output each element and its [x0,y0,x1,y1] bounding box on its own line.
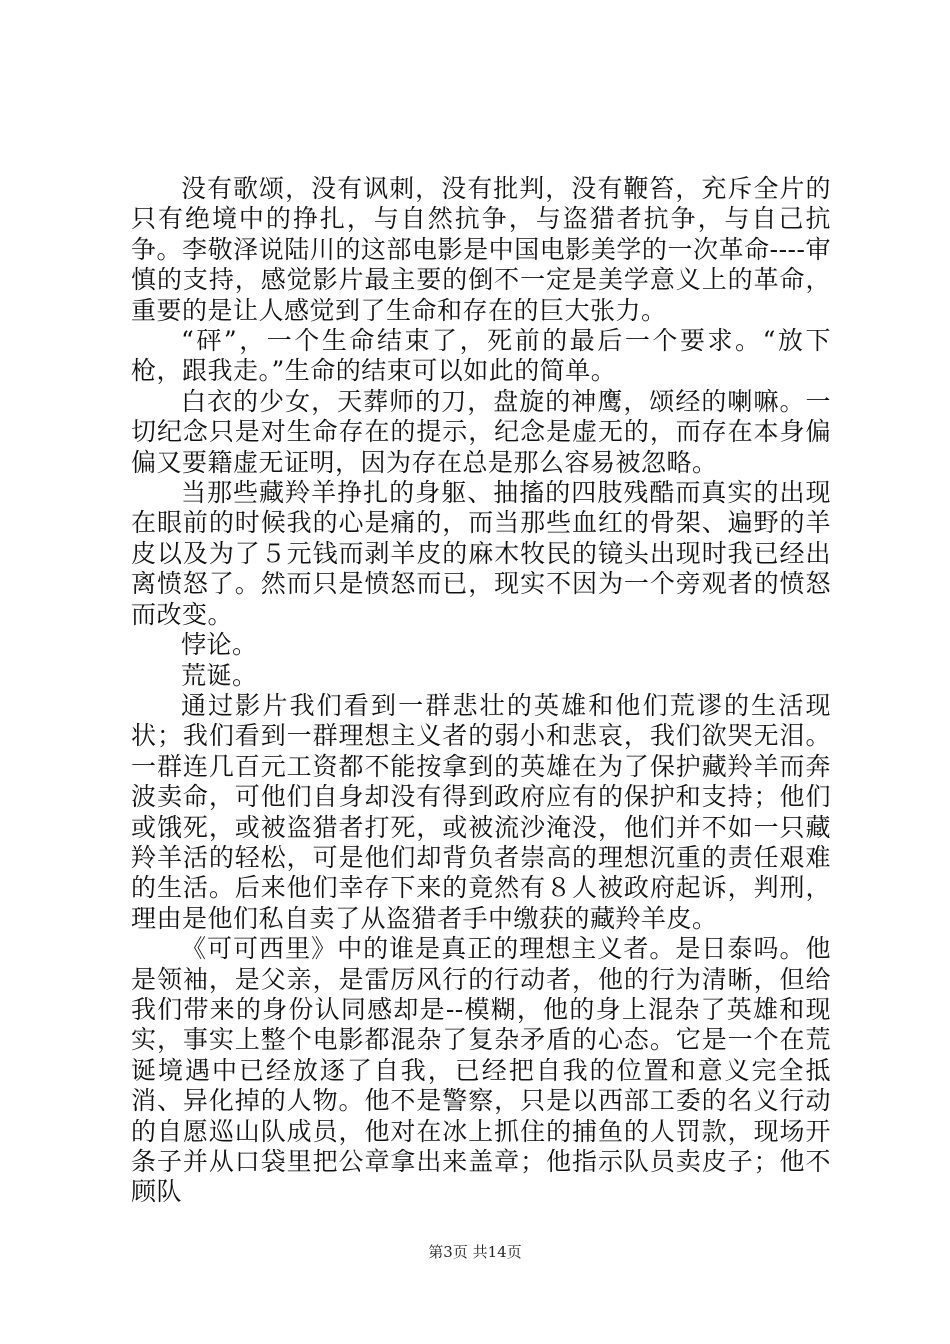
document-body [131,174,831,1208]
paragraph: 没有歌颂，没有讽刺，没有批判，没有鞭笞，充斥全片的只有绝境中的挣扎，与自然抗争，与盗猎者抗争，与自己抗争。李敬泽说陆川的这部电影是中国电影美学的一次革命----审慎的支持，感觉影片最主要的倒不一定是美学意义上的革命，重要的是让人感觉到了生命和存在的巨大张力。 [131,174,831,325]
paragraph: 白衣的少女，天葬师的刀，盘旋的神鹰，颂经的喇嘛。一切纪念只是对生命存在的提示，纪念是虚无的，而存在本身偏偏又要籍虚无证明，因为存在总是那么容易被忽略。 [131,386,831,477]
paragraph: 悖论。 [181,630,258,660]
paragraph: 当那些藏羚羊挣扎的身躯、抽搐的四肢残酷而真实的出现在眼前的时候我的心是痛的，而当那些血红的骨架、遍野的羊皮以及为了５元钱而剥羊皮的麻木牧民的镜头出现时我已经出离愤怒了。然而只是愤怒而已，现实不因为一个旁观者的愤怒而改变。 [131,478,831,629]
paragraph: 荒诞。 [181,660,258,690]
paragraph: “砰”，一个生命结束了，死前的最后一个要求。“放下枪，跟我走。”生命的结束可以如此的简单。 [131,326,831,386]
paragraph: 《可可西里》中的谁是真正的理想主义者。是日泰吗。他是领袖，是父亲，是雷厉风行的行动者，他的行为清晰，但给我们带来的身份认同感却是--模糊，他的身上混杂了英雄和现实，事实上整个电影都混杂了复杂矛盾的心态。它是一个在荒诞境遇中已经放逐了自我，已经把自我的位置和意义完全抵消、异化掉的人物。他不是警察，只是以西部工委的名义行动的自愿巡山队成员，他对在冰上抓住的捕鱼的人罚款，现场开条子并从口袋里把公章拿出来盖章；他指示队员卖皮子；他不顾队 [131,934,831,1207]
page-footer: 第3页 共14页 [428,1243,522,1261]
paragraph: 通过影片我们看到一群悲壮的英雄和他们荒谬的生活现状；我们看到一群理想主义者的弱小和悲哀，我们欲哭无泪。一群连几百元工资都不能按拿到的英雄在为了保护藏羚羊而奔波卖命，可他们自身却没有得到政府应有的保护和支持；他们或饿死，或被盗猎者打死，或被流沙淹没，他们并不如一只藏羚羊活的轻松，可是他们却背负者崇高的理想沉重的责任艰难的生活。后来他们幸存下来的竟然有８人被政府起诉，判刑，理由是他们私自卖了从盗猎者手中缴获的藏羚羊皮。 [131,690,831,933]
